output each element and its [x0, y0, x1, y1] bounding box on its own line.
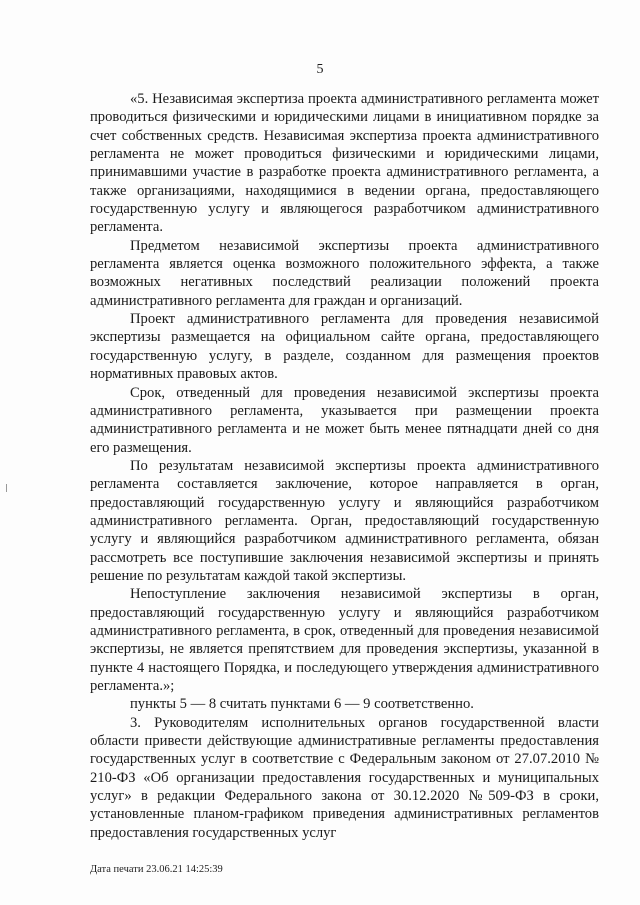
document-body	[90, 90, 599, 842]
paragraph-expertise-results: По результатам независимой экспертизы проекта административного регламента составляется заключение, которое направляется в орган, предоставляющий государственную услугу и являющийся разработчиком административного регламента. Орган, предоставляющий государственную услугу и являющийся разработчиком административного регламента, обязан рассмотреть все поступившие заключения независимой экспертизы и принять решение по результатам каждой такой экспертизы.	[90, 457, 599, 584]
paragraph-no-conclusion: Непоступление заключения независимой экспертизы в орган, предоставляющий государственную услугу и являющийся разработчиком административного регламента, в срок, отведенный для проведения независимой экспертизы, не является препятствием для проведения экспертизы, указанной в пункте 4 настоящего Порядка, и последующего утверждения административного регламента.»;	[90, 586, 599, 694]
margin-mark	[6, 484, 7, 492]
paragraph-expertise-term: Срок, отведенный для проведения независимой экспертизы проекта административного регламента, указывается при размещении проекта административного регламента и не может быть менее пятнадцати дней со дня его размещения.	[90, 384, 599, 456]
paragraph-expertise-subject: Предметом независимой экспертизы проекта административного регламента является оценка возможного положительного эффекта, а также возможных негативных последствий реализации положений проекта административного регламента для граждан и организаций.	[90, 237, 599, 309]
print-date-footer: Дата печати 23.06.21 14:25:39	[90, 864, 223, 875]
paragraph-renumbering: пункты 5 — 8 считать пунктами 6 — 9 соответственно.	[130, 696, 474, 713]
paragraph-project-publication: Проект административного регламента для проведения независимой экспертизы размещается на официальном сайте органа, предоставляющего государственную услугу, в разделе, созданном для размещения проектов нормативных правовых актов.	[90, 311, 599, 383]
page-number: 5	[316, 62, 324, 77]
paragraph-independent-expertise: «5. Независимая экспертиза проекта административного регламента может проводиться физическими и юридическими лицами в инициативном порядке за счет собственных средств. Независимая экспертиза проекта административного регламента не может проводиться физическими и юридическими лицами, принимавшими участие в разработке проекта административного регламента, а также организациями, находящимися в ведении органа, предоставляющего государственную услугу и являющегося разработчиком административного регламента.	[90, 91, 599, 236]
paragraph-item-3: 3. Руководителям исполнительных органов государственной власти области привести действующие административные регламенты предоставления государственных услуг в соответствие с Федеральным законом от 27.07.2010 № 210-ФЗ «Об организации предоставления государственных и муниципальных услуг» в редакции Федерального закона от 30.12.2020 №509-ФЗ в сроки, установленные планом-графиком приведения административных регламентов предоставления государственных услуг	[90, 714, 599, 841]
